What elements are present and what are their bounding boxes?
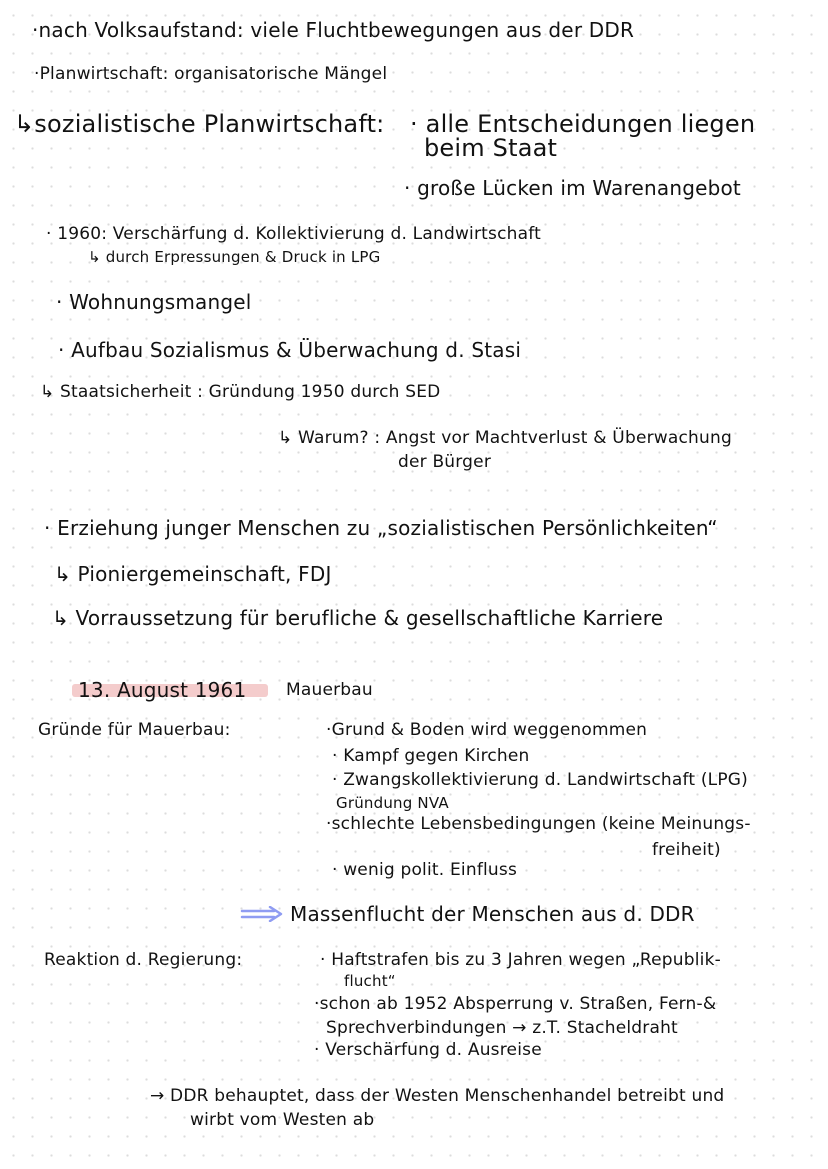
note-line-stasi: · Aufbau Sozialismus & Überwachung d. Stasi [58,338,522,362]
note-line-entscheidungen: · alle Entscheidungen liegen [410,110,756,138]
reason-einfluss: · wenig polit. Einfluss [332,860,518,880]
reaction-ausreise: · Verschärfung d. Ausreise [314,1040,542,1060]
note-line-warenangebot: · große Lücken im Warenangebot [404,176,741,200]
note-line-pionier: ↳ Pioniergemeinschaft, FDJ [54,562,332,586]
reason-kirchen: · Kampf gegen Kirchen [332,746,530,766]
reason-zwangskollektivierung: · Zwangskollektivierung d. Landwirtschaft (LPG) [332,770,748,790]
note-line-volksaufstand: ·nach Volksaufstand: viele Fluchtbewegungen aus der DDR [32,18,635,42]
note-line-1960: · 1960: Verschärfung d. Kollektivierung d. Landwirtschaft [46,224,541,244]
note-line-der-buerger: der Bürger [398,452,492,472]
reaction-flucht: flucht“ [344,972,396,990]
reaction-absperrung: ·schon ab 1952 Absperrung v. Straßen, Fern-& [314,994,717,1014]
final-statement-cont: wirbt vom Westen ab [190,1110,375,1130]
reaction-sprechverbindungen: Sprechverbindungen → z.T. Stacheldraht [326,1018,678,1038]
note-line-warum: ↳ Warum? : Angst vor Machtverlust & Überwachung [278,428,732,448]
note-line-sozialistische-planwirtschaft: ↳sozialistische Planwirtschaft: [14,110,385,138]
note-line-wohnungsmangel: · Wohnungsmangel [56,290,252,314]
note-line-karriere: ↳ Vorraussetzung für berufliche & gesellschaftliche Karriere [52,606,664,630]
reason-lebensbedingungen: ·schlechte Lebensbedingungen (keine Meinungs- [326,814,751,834]
note-line-beim-staat: beim Staat [424,134,558,162]
final-statement: → DDR behauptet, dass der Westen Menschenhandel betreibt und [150,1086,725,1106]
note-line-staatsicherheit: ↳ Staatsicherheit : Gründung 1950 durch SED [40,382,441,402]
result-massenflucht: Massenflucht der Menschen aus d. DDR [290,902,695,926]
reason-grund-boden: ·Grund & Boden wird weggenommen [326,720,648,740]
double-arrow-icon [240,906,284,922]
reaction-label: Reaktion d. Regierung: [44,950,243,970]
reason-nva: Gründung NVA [336,794,449,812]
date-heading: 13. August 1961 [78,678,247,702]
reaction-haftstrafen: · Haftstrafen bis zu 3 Jahren wegen „Republik- [320,950,721,970]
date-label: Mauerbau [286,680,373,700]
note-line-planwirtschaft: ·Planwirtschaft: organisatorische Mängel [34,64,388,84]
note-line-erziehung: · Erziehung junger Menschen zu „sozialistischen Persönlichkeiten“ [44,516,718,540]
note-line-erpressungen: ↳ durch Erpressungen & Druck in LPG [88,248,381,266]
reasons-label: Gründe für Mauerbau: [38,720,231,740]
reason-freiheit: freiheit) [652,840,721,860]
